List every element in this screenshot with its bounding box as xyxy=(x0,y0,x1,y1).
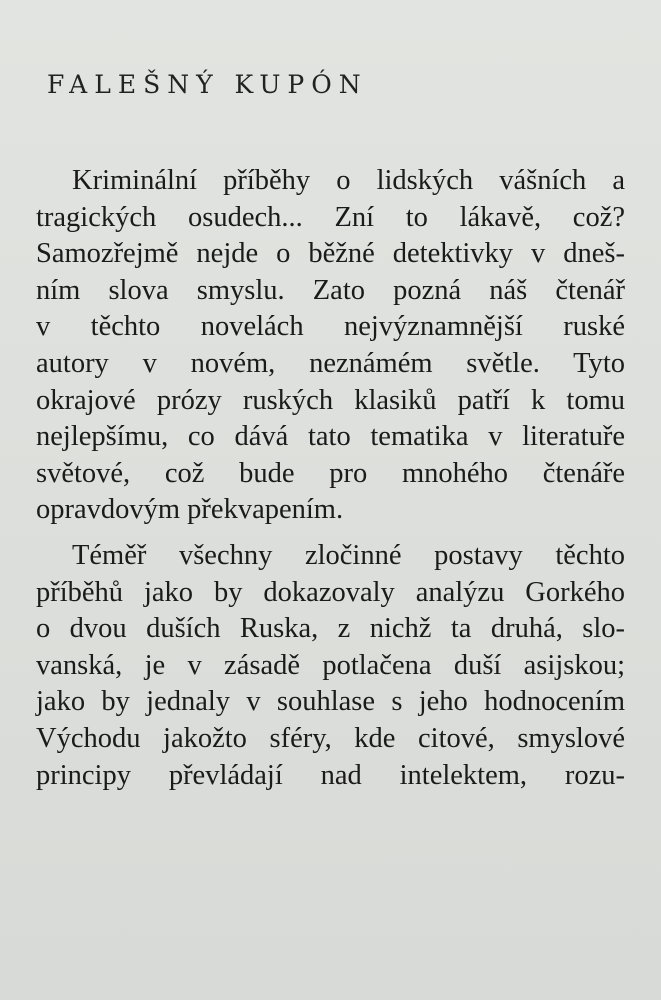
text-line: Téměř všechny zločinné postavy těchto xyxy=(72,539,625,571)
page-title: FALEŠNÝ KUPÓN xyxy=(47,70,368,99)
paragraph-1 xyxy=(36,163,625,529)
paragraph-2 xyxy=(36,538,625,794)
text-line: jako by jednaly v souhlase s jeho hodnocením xyxy=(36,686,625,718)
text-line: Samozřejmě nejde o běžné detektivky v dneš- xyxy=(36,238,625,270)
text-line: světové, což bude pro mnohého čtenáře xyxy=(36,457,625,489)
text-line: Východu jakožto sféry, kde citové, smyslové xyxy=(36,722,625,754)
text-line: v těchto novelách nejvýznamnější ruské xyxy=(36,311,625,343)
text-line: principy převládají nad intelektem, rozu- xyxy=(36,759,625,791)
text-line: vanská, je v zásadě potlačena duší asijskou; xyxy=(36,649,625,681)
text-line: opravdovým překvapením. xyxy=(36,494,344,526)
text-line: příběhů jako by dokazovaly analýzu Gorkého xyxy=(36,576,625,608)
text-line: ním slova smyslu. Zato pozná náš čtenář xyxy=(36,274,625,306)
text-line: nejlepšímu, co dává tato tematika v literatuře xyxy=(36,421,625,453)
text-line: Kriminální příběhy o lidských vášních a xyxy=(72,165,625,196)
body-text xyxy=(36,163,625,794)
text-line: o dvou duších Ruska, z nichž ta druhá, slo- xyxy=(36,613,625,645)
text-line: okrajové prózy ruských klasiků patří k tomu xyxy=(36,384,625,416)
text-line: autory v novém, neznámém světle. Tyto xyxy=(36,347,625,379)
text-line: tragických osudech... Zní to lákavě, což? xyxy=(36,201,625,233)
